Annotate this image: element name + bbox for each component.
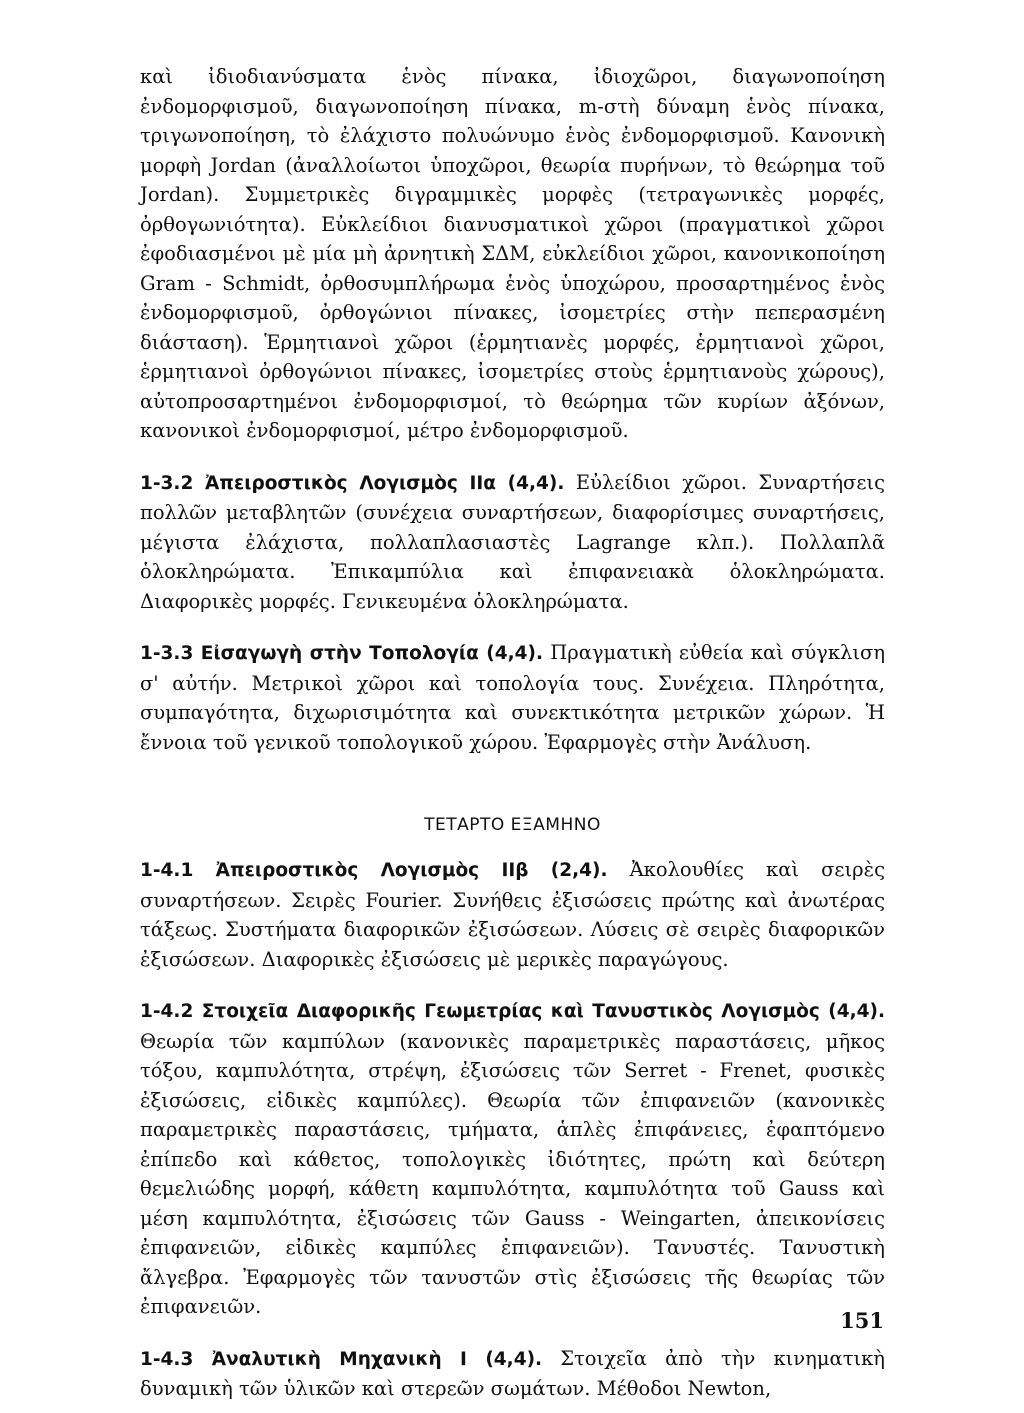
course-description: Ἀκολουθίες καὶ σειρὲς συναρτήσεων. Σειρὲς Fourier. Συνήθεις ἐξισώσεις πρώτης καὶ ἀνωτέρας τάξεως. Συστήματα διαφορικῶν ἐξισώσεων. Λύσεις σὲ σειρὲς διαφορικῶν ἐξισώσεων. Διαφορικὲς ἐξισώσεις μὲ μερικὲς παραγώγους. bbox=[140, 858, 885, 971]
course-heading: 1-4.2 Στοιχεῖα Διαφορικῆς Γεωμετρίας καὶ Τανυστικὸς Λογισμὸς (4,4). bbox=[140, 1001, 885, 1022]
course-entry bbox=[140, 468, 885, 617]
course-heading: 1-4.3 Ἀναλυτικὴ Μηχανικὴ Ι (4,4). bbox=[140, 1348, 543, 1370]
course-heading: 1-3.2 Ἀπειροστικὸς Λογισμὸς ΙΙα (4,4). bbox=[140, 472, 565, 494]
course-description: Θεωρία τῶν καμπύλων (κανονικὲς παραμετρικὲς παραστάσεις, μῆκος τόξου, καμπυλότητα, στρέψη, ἐξισώσεις τῶν Serret - Frenet, φυσικὲς ἐξισώσεις, εἰδικὲς καμπύλες). Θεωρία τῶν ἐπιφανειῶν (κανονικὲς παραμετρικὲς παραστάσεις, τμήματα, ἁπλὲς ἐπιφάνειες, ἐφαπτόμενο ἐπίπεδο καὶ κάθετος, τοπολογικὲς ἰδιότητες, πρώτη καὶ δεύτερη θεμελιώδης μορφή, κάθετη καμπυλότητα, καμπυλότητα τοῦ Gauss καὶ μέση καμπυλότητα, ἐξισώσεις τῶν Gauss - Weingarten, ἀπεικονίσεις ἐπιφανειῶν, εἰδικὲς καμπύλες ἐπιφανειῶν). Τανυστές. Τανυστικὴ ἄλγεβρα. Ἐφαρμογὲς τῶν τανυστῶν στὶς ἐξισώσεις τῆς θεωρίας τῶν ἐπιφανειῶν. bbox=[140, 1029, 885, 1318]
course-entry bbox=[140, 638, 885, 757]
course-description: Πραγματικὴ εὐθεία καὶ σύγκλιση σ' αὐτήν. Μετρικοὶ χῶροι καὶ τοπολογία τους. Συνέχεια. Πληρότητα, συμπαγότητα, διχωρισιμότητα καὶ συνεκτικότητα μετρικῶν χώρων. Ἡ ἔννοια τοῦ γενικοῦ τοπολογικοῦ χώρου. Ἐφαρμογὲς στὴν Ἀνάλυση. bbox=[140, 641, 886, 754]
course-heading: 1-4.1 Ἀπειροστικὸς Λογισμὸς ΙΙβ (2,4). bbox=[140, 860, 608, 881]
course-entry bbox=[140, 1344, 885, 1404]
course-description: Στοιχεῖα ἀπὸ τὴν κινηματικὴ δυναμικὴ τῶν ὑλικῶν καὶ στερεῶν σωμάτων. Μέθοδοι Newton, bbox=[140, 1346, 885, 1400]
document-page bbox=[140, 62, 885, 1404]
page-number: 151 bbox=[840, 1308, 884, 1333]
course-description: Εὐλείδιοι χῶροι. Συναρτήσεις πολλῶν μεταβλητῶν (συνέχεια συναρτήσεων, διαφορίσιμες συναρτήσεις, μέγιστα ἐλάχιστα, πολλαπλασιαστὲς Lagrange κλπ.). Πολλαπλᾶ ὁλοκληρώματα. Ἐπικαμπύλια καὶ ἐπιφανειακὰ ὁλοκληρώματα. Διαφορικὲς μορφές. Γενικευμένα ὁλοκληρώματα. bbox=[140, 470, 885, 613]
course-entry bbox=[140, 996, 885, 1322]
semester-heading: ΤΕΤΑΡΤΟ ΕΞΑΜΗΝΟ bbox=[424, 815, 601, 835]
intro-paragraph: καὶ ἰδιοδιανύσματα ἑνὸς πίνακα, ἰδιοχῶροι, διαγωνοποίηση ἐνδομορφισμοῦ, διαγωνοποίηση πίνακα, m-στὴ δύναμη ἑνὸς πίνακα, τριγωνοποίηση, τὸ ἐλάχιστο πολυώνυμο ἑνὸς ἐνδομορφισμοῦ. Κανονικὴ μορφὴ Jordan (ἀναλλοίωτοι ὑποχῶροι, θεωρία πυρήνων, τὸ θεώρημα τοῦ Jordan). Συμμετρικὲς διγραμμικὲς μορφὲς (τετραγωνικὲς μορφές, ὀρθογωνιότητα). Εὐκλείδιοι διανυσματικοὶ χῶροι (πραγματικοὶ χῶροι ἐφοδιασμένοι μὲ μία μὴ ἀρνητικὴ ΣΔΜ, εὐκλείδιοι χῶροι, κανονικοποίηση Gram - Schmidt, ὀρθοσυμπλήρωμα ἑνὸς ὑποχώρου, προσαρτημένος ἑνὸς ἐνδομορφισμοῦ, ὀρθογώνιοι πίνακες, ἰσομετρίες στὴν πεπερασμένη διάσταση). Ἑρμητιανοὶ χῶροι (ἑρμητιανὲς μορφές, ἑρμητιανοὶ χῶροι, ἑρμητιανοὶ ὀρθογώνιοι πίνακες, ἰσομετρίες στοὺς ἑρμητιανοὺς χώρους), αὐτοπροσαρτημένοι ἐνδομορφισμοί, τὸ θεώρημα τῶν κυρίων ἀξόνων, κανονικοὶ ἐνδομορφισμοί, μέτρο ἐνδομορφισμοῦ. bbox=[140, 65, 885, 442]
course-heading: 1-3.3 Εἰσαγωγὴ στὴν Τοπολογία (4,4). bbox=[140, 643, 543, 664]
course-entry bbox=[140, 855, 885, 974]
